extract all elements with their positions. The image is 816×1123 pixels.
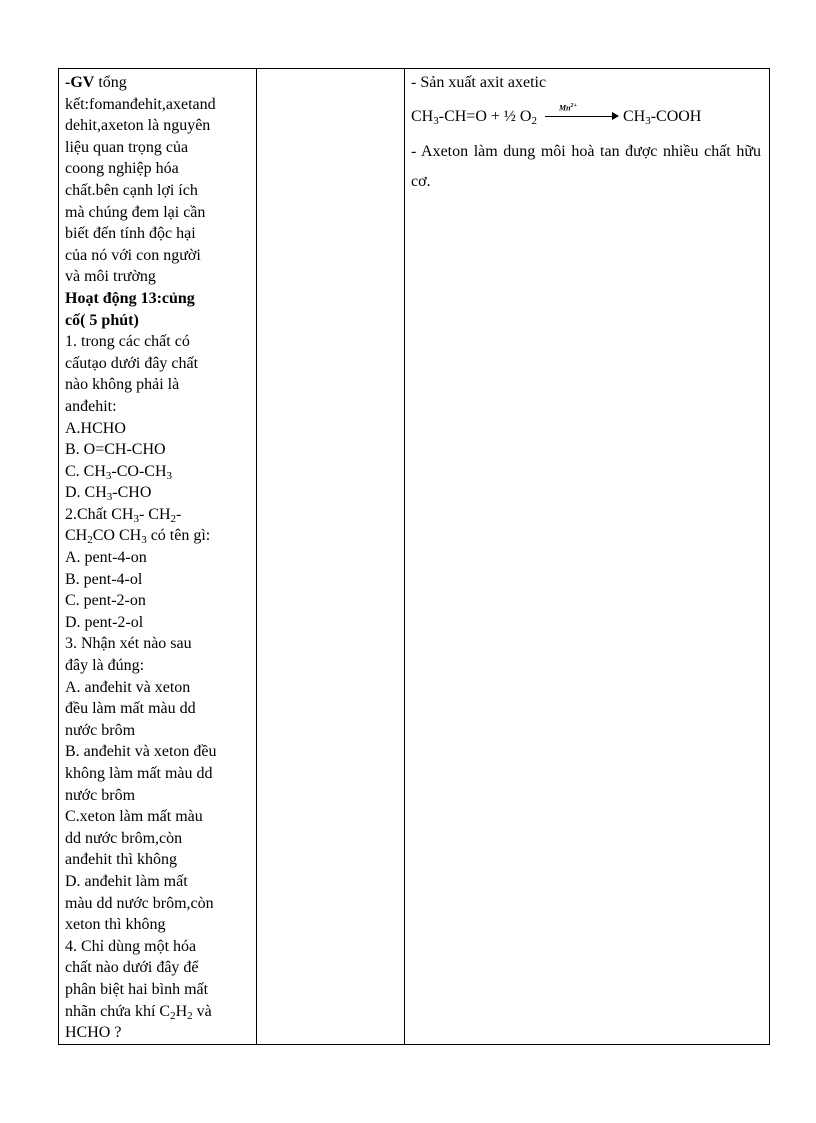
question-line: 3. Nhận xét nào sau (65, 635, 192, 653)
text-line: của nó với con người (65, 246, 201, 264)
reaction-equation: $CH_3-CH=O$ + ½ $O_2$ $Mn^{2+}$ $CH_3$-COOH (411, 103, 702, 127)
table-row (59, 69, 770, 1045)
question-line: đây là đúng: (65, 657, 145, 675)
question-line: phân biệt hai bình mất (65, 980, 209, 998)
question-line: nhãn chứa khí $C_2H_2$ và (65, 1002, 212, 1022)
text-line: và môi trường (65, 268, 156, 286)
option-line: xeton thì không (65, 916, 166, 934)
content-cell (405, 69, 770, 1045)
question-line: HCHO ? (65, 1024, 122, 1042)
student-activity-cell (257, 69, 405, 1045)
question-line: $CH_2CO$ $CH_3$ có tên gì: (65, 527, 211, 547)
option-line: C.xeton làm mất màu (65, 808, 203, 826)
teacher-activity-cell (59, 69, 257, 1045)
text-line: kết:fomanđehit,axetand (65, 95, 216, 113)
question-line: 1. trong các chất có (65, 333, 190, 351)
question-line: anđehit: (65, 397, 117, 415)
gv-summary-line: -GV tổng (65, 74, 127, 91)
activity-heading: Hoạt động 13:củng (65, 289, 195, 307)
option-line: B. O=CH-CHO (65, 441, 166, 459)
content-text (405, 69, 769, 197)
text-line: mà chúng đem lại cần (65, 203, 206, 221)
option-line: A.HCHO (65, 419, 126, 437)
option-line: B. pent-4-ol (65, 570, 143, 588)
option-line: D. anđehit làm mất (65, 872, 188, 890)
question-line: 2.Chất $CH_3-$ $CH_2-$ (65, 505, 182, 525)
option-line: nước brôm (65, 721, 136, 739)
question-line: cấutạo dưới đây chất (65, 354, 199, 372)
option-line: C. pent-2-on (65, 592, 146, 610)
text-line: biết đến tính độc hại (65, 225, 196, 243)
option-line: đều làm mất màu dd (65, 700, 196, 718)
option-line: không làm mất màu dd (65, 765, 213, 782)
option-line: anđehit thì không (65, 851, 177, 869)
option-line: nước brôm (65, 786, 136, 804)
acetic-acid-heading: - Sản xuất axit axetic (411, 74, 547, 91)
text-line: liệu quan trọng của (65, 138, 189, 156)
reaction-arrow-icon (545, 103, 619, 121)
text-line: chất.bên cạnh lợi ích (65, 181, 198, 199)
lesson-table (58, 68, 770, 1045)
option-line: A. anđehit và xeton (65, 678, 191, 696)
text-line: coong nghiệp hóa (65, 160, 179, 178)
option-line: màu dd nước brôm,còn (65, 894, 214, 912)
teacher-activity-text (59, 69, 256, 1044)
option-line: D. $CH_3$-CHO (65, 484, 152, 504)
activity-heading-cont: cố( 5 phút) (65, 311, 139, 329)
option-line: dd nước brôm,còn (65, 829, 183, 847)
option-line: D. pent-2-ol (65, 613, 144, 631)
question-line: chất nào dưới đây để (65, 959, 199, 977)
question-line: 4. Chỉ dùng một hóa (65, 937, 197, 955)
question-line: nào không phải là (65, 376, 180, 394)
option-line: C. $CH_3-CO-CH_3$ (65, 462, 173, 482)
acetone-note: - Axeton làm dung môi hoà tan được nhiều chất hữu cơ. (411, 143, 761, 190)
option-line: A. pent-4-on (65, 549, 147, 567)
option-line: B. anđehit và xeton đều (65, 743, 217, 761)
catalyst-label: $Mn^{2+}$ (558, 103, 577, 113)
text-line: dehit,axeton là nguyên (65, 117, 211, 135)
